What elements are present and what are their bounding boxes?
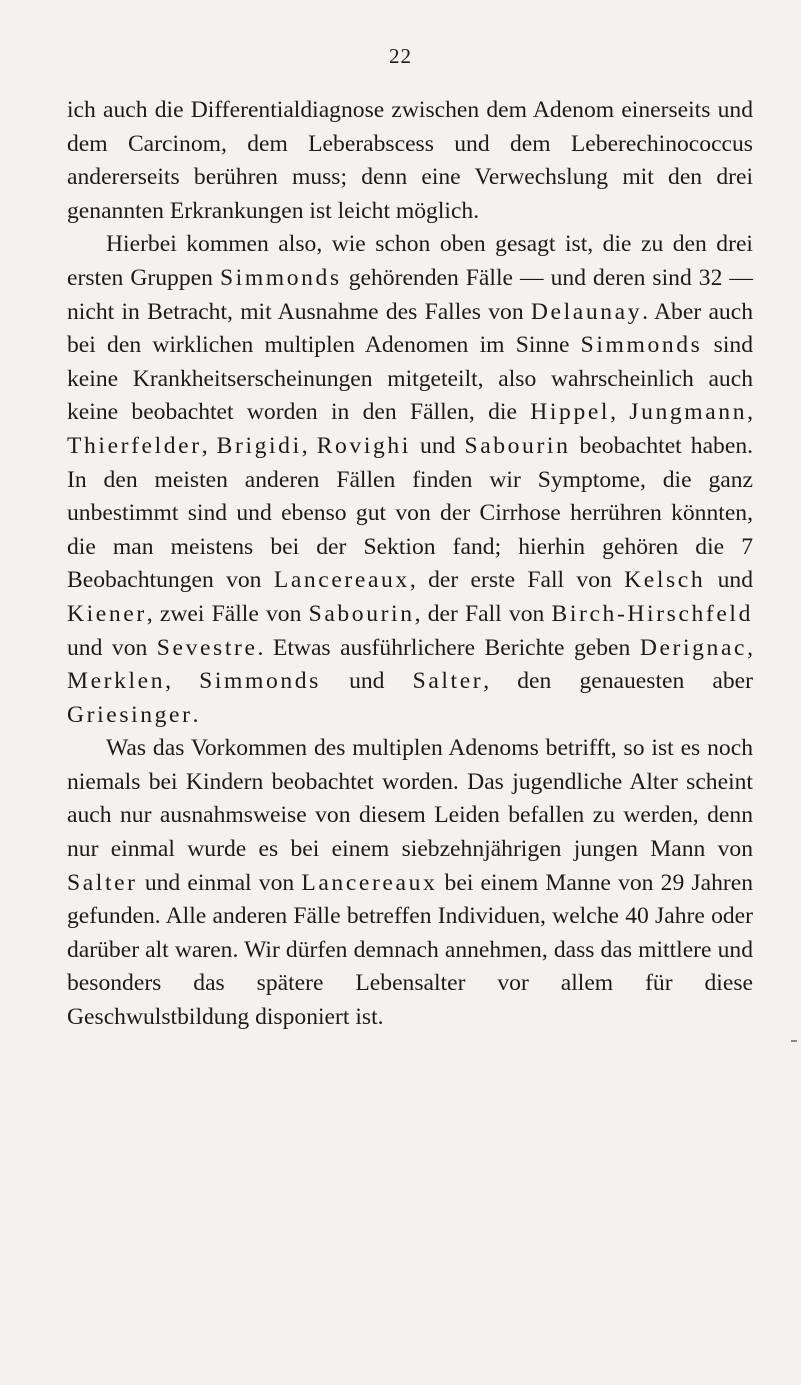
author-name: Jungmann	[629, 399, 748, 426]
author-name: Derignac	[639, 634, 748, 661]
text-run: und	[705, 567, 753, 594]
text-run: ,	[747, 634, 753, 661]
author-name: Simmonds	[580, 332, 703, 359]
body-text	[67, 94, 753, 1035]
paragraph-2	[67, 228, 753, 732]
text-run: bei einem Manne von 29 Jahren gefunden. Alle anderen Fälle betreffen Individuen, welche 40 Jahre oder darüber alt waren. Wir dürfen demnach annehmen, dass das mittlere und besonders das spätere Lebensalter vor allem für diese Geschwulstbildung disponiert ist.	[67, 869, 753, 1031]
author-name: Simmonds	[199, 668, 321, 695]
text-run: Was das Vorkommen des multiplen Adenoms betrifft, so ist es noch niemals bei Kindern beobachtet worden. Das jugendliche Alter scheint auch nur ausnahmsweise von diesem Leiden befallen zu werden, denn nur einmal wurde es bei einem siebzehnjährigen jungen Mann von	[67, 735, 753, 863]
text-run: sind keine Krankheitserscheinungen mitgeteilt, also wahrscheinlich auch keine beobachtet worden in den Fällen, die	[67, 332, 753, 426]
text-run: . Etwas ausführlichere Berichte geben	[257, 634, 640, 661]
author-name: Lancereaux	[273, 567, 410, 594]
author-name: Rovighi	[316, 432, 411, 459]
text-run: beobachtet haben. In den meisten anderen Fällen finden wir Symptome, die ganz unbestimmt sind und ebenso gut von der Cirrhose herrühren könnten, die man meistens bei der Sektion fand; hierhin gehören die 7 Beobachtungen von	[67, 432, 754, 594]
text-run: ,	[301, 432, 317, 459]
text-run: , zwei Fälle von	[146, 600, 309, 627]
author-name: Sevestre	[156, 634, 258, 661]
author-name: Salter	[412, 668, 484, 695]
author-name: Lancereaux	[301, 869, 438, 896]
page-number: 22	[389, 44, 412, 68]
author-name: Merklen	[67, 668, 166, 695]
author-name: Delaunay	[530, 298, 643, 325]
author-name: Simmonds	[219, 264, 342, 291]
author-name: Kelsch	[624, 567, 706, 594]
margin-mark	[791, 1040, 797, 1042]
text-run: und	[410, 432, 465, 459]
author-name: Salter	[67, 869, 138, 896]
paragraph-3	[67, 732, 753, 1034]
text-run: ,	[201, 432, 217, 459]
author-name: Hippel	[530, 399, 611, 426]
paragraph-1	[67, 94, 753, 228]
text-run: Hierbei kommen also, wie schon oben gesagt ist, die zu den drei ersten Gruppen	[67, 231, 753, 291]
author-name: Sabourin	[308, 600, 415, 627]
author-name: Birch-Hirschfeld	[551, 600, 753, 627]
text-run: . Aber auch bei den wirklichen multiplen Adenomen im Sinne	[67, 298, 753, 359]
text-run: , der erste Fall von	[409, 567, 625, 594]
text-run: ich auch die Differentialdiagnose zwischen dem Adenom einerseits und dem Carcinom, dem Leberabscess und dem Leberechinococcus andererseits berühren muss; denn eine Verwechslung mit den drei genannten Erkrankungen ist leicht möglich.	[67, 97, 753, 224]
author-name: Brigidi	[216, 432, 302, 459]
text-run: und von	[67, 634, 157, 661]
author-name: Kiener	[67, 600, 147, 627]
text-run: und einmal von	[137, 869, 302, 896]
text-run: ,	[610, 399, 630, 426]
text-run: , der Fall von	[414, 600, 552, 627]
text-run: und	[320, 668, 413, 695]
text-run: .	[192, 701, 199, 728]
author-name: Thierfelder	[67, 432, 202, 459]
text-run: gehörenden Fälle — und deren sind 32 — nicht in Betracht, mit Ausnahme des Falles von	[67, 264, 753, 325]
text-run: ,	[747, 399, 753, 426]
text-run: ,	[165, 668, 200, 695]
author-name: Sabourin	[464, 432, 571, 459]
text-run: , den genauesten aber	[483, 668, 753, 695]
author-name: Griesinger	[67, 701, 193, 728]
